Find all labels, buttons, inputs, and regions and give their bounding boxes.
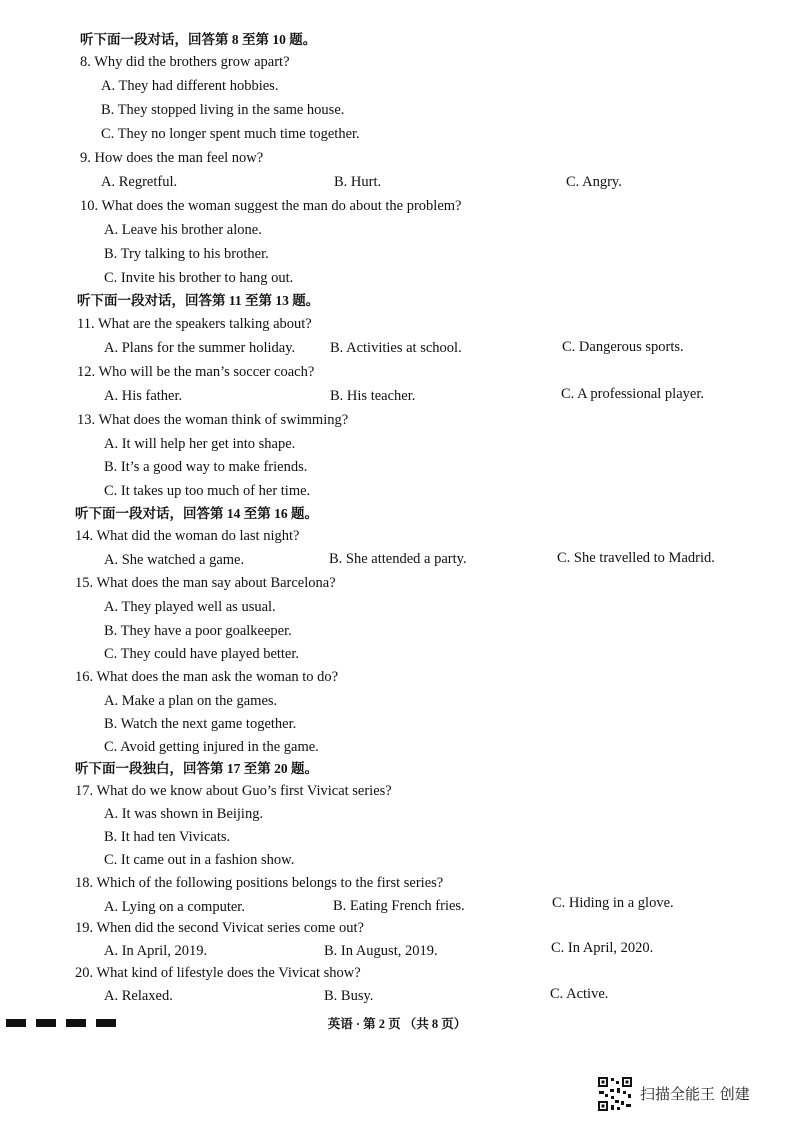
question-19-option-a: A. In April, 2019. xyxy=(104,943,208,959)
question-18-option-c: C. Hiding in a glove. xyxy=(552,895,674,911)
question-15-option-b: B. They have a poor goalkeeper. xyxy=(104,623,292,639)
question-11: 11. What are the speakers talking about? xyxy=(77,316,312,332)
question-11-option-a: A. Plans for the summer holiday. xyxy=(104,340,296,356)
question-9: 9. How does the man feel now? xyxy=(80,150,264,166)
page-number: 英语 · 第 2 页 （共 8 页） xyxy=(327,1017,467,1031)
question-15-option-a: A. They played well as usual. xyxy=(104,599,276,615)
question-13-option-c: C. It takes up too much of her time. xyxy=(104,483,311,499)
question-17-option-a: A. It was shown in Beijing. xyxy=(104,806,264,822)
question-12-option-c: C. A professional player. xyxy=(561,386,704,402)
question-9-option-b: B. Hurt. xyxy=(334,174,382,190)
question-11-option-b: B. Activities at school. xyxy=(330,340,462,356)
question-12-option-b: B. His teacher. xyxy=(330,388,416,404)
question-18-option-a: A. Lying on a computer. xyxy=(104,899,245,915)
question-12: 12. Who will be the man’s soccer coach? xyxy=(77,364,315,380)
question-10: 10. What does the woman suggest the man do about the problem? xyxy=(80,198,462,214)
scanner-watermark: 扫描全能王 创建 xyxy=(640,1085,750,1103)
question-17: 17. What do we know about Guo’s first Vivicat series? xyxy=(75,783,392,799)
question-19-option-c: C. In April, 2020. xyxy=(551,940,654,956)
question-19-option-b: B. In August, 2019. xyxy=(324,943,438,959)
question-13: 13. What does the woman think of swimming? xyxy=(77,412,349,428)
question-8: 8. Why did the brothers grow apart? xyxy=(80,54,290,70)
question-20: 20. What kind of lifestyle does the Vivicat show? xyxy=(75,965,361,981)
question-13-option-b: B. It’s a good way to make friends. xyxy=(104,459,308,475)
question-15-option-c: C. They could have played better. xyxy=(104,646,300,662)
question-8-option-c: C. They no longer spent much time together. xyxy=(101,126,360,142)
section-instruction: 听下面一段对话，回答第 14 至第 16 题。 xyxy=(75,506,318,521)
question-20-option-c: C. Active. xyxy=(550,986,609,1002)
question-8-option-b: B. They stopped living in the same house. xyxy=(101,102,345,118)
question-16-option-c: C. Avoid getting injured in the game. xyxy=(104,739,319,755)
question-16-option-b: B. Watch the next game together. xyxy=(104,716,297,732)
question-10-option-a: A. Leave his brother alone. xyxy=(104,222,262,238)
question-14-option-a: A. She watched a game. xyxy=(104,552,245,568)
question-14-option-b: B. She attended a party. xyxy=(329,551,467,567)
question-18: 18. Which of the following positions belongs to the first series? xyxy=(75,875,444,891)
question-10-option-c: C. Invite his brother to hang out. xyxy=(104,270,294,286)
question-18-option-b: B. Eating French fries. xyxy=(333,898,465,914)
section-instruction: 听下面一段对话，回答第 8 至第 10 题。 xyxy=(80,32,317,47)
question-15: 15. What does the man say about Barcelona? xyxy=(75,575,336,591)
question-13-option-a: A. It will help her get into shape. xyxy=(104,436,296,452)
question-14: 14. What did the woman do last night? xyxy=(75,528,300,544)
question-17-option-b: B. It had ten Vivicats. xyxy=(104,829,231,845)
question-17-option-c: C. It came out in a fashion show. xyxy=(104,852,295,868)
question-16: 16. What does the man ask the woman to do? xyxy=(75,669,339,685)
question-10-option-b: B. Try talking to his brother. xyxy=(104,246,269,262)
qr-code-icon xyxy=(597,1076,633,1112)
question-19: 19. When did the second Vivicat series come out? xyxy=(75,920,364,936)
question-20-option-a: A. Relaxed. xyxy=(104,988,173,1004)
section-instruction: 听下面一段独白，回答第 17 至第 20 题。 xyxy=(75,761,318,776)
question-9-option-c: C. Angry. xyxy=(566,174,622,190)
question-9-option-a: A. Regretful. xyxy=(101,174,178,190)
section-instruction: 听下面一段对话，回答第 11 至第 13 题。 xyxy=(77,293,320,308)
question-8-option-a: A. They had different hobbies. xyxy=(101,78,279,94)
question-20-option-b: B. Busy. xyxy=(324,988,374,1004)
question-11-option-c: C. Dangerous sports. xyxy=(562,339,684,355)
question-16-option-a: A. Make a plan on the games. xyxy=(104,693,278,709)
question-12-option-a: A. His father. xyxy=(104,388,183,404)
question-14-option-c: C. She travelled to Madrid. xyxy=(557,550,715,566)
